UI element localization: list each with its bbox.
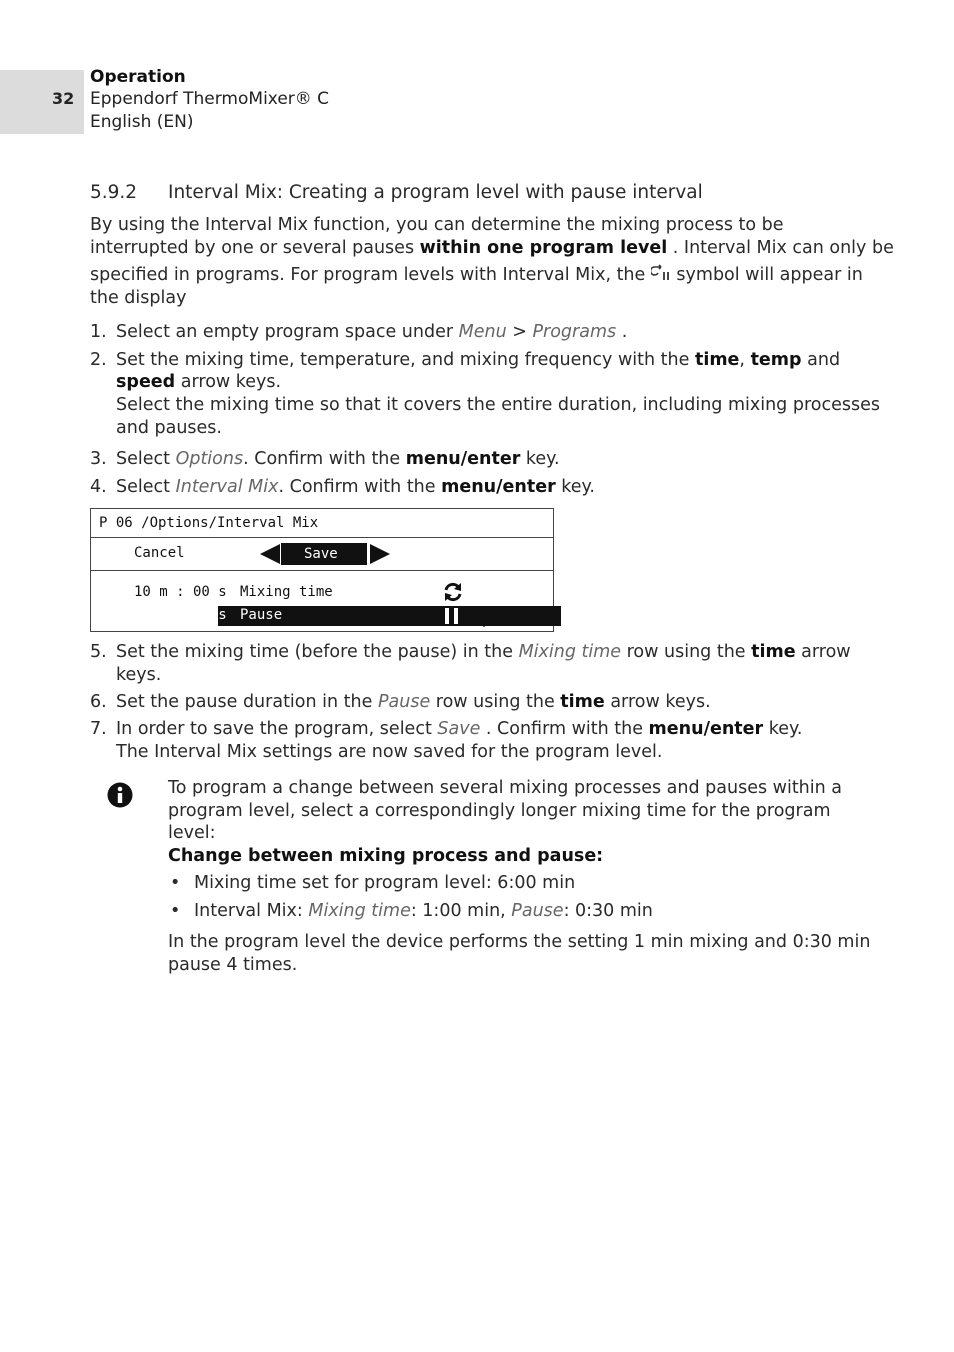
step-5: 5. [90, 642, 107, 662]
step-7-text: In order to save the program, select Save . Confirm with the menu/enter key. [116, 719, 803, 739]
header-product: Eppendorf ThermoMixer® C [90, 89, 330, 109]
arrow-right-icon [370, 544, 390, 568]
intro-line-3: specified in programs. For program levels with Interval Mix, the symbol will appear in [90, 265, 863, 285]
display-row2-label: Pause [240, 607, 283, 623]
section-number: 5.9.2 [90, 182, 138, 203]
intro-line-4: the display [90, 288, 187, 308]
step-2: 2. [90, 350, 107, 370]
bullet-2-marker: • [170, 901, 181, 921]
step-2-text: Set the mixing time, temperature, and mixing frequency with the time, temp and [116, 350, 841, 370]
note-bullet-1: Mixing time set for program level: 6:00 min [194, 873, 576, 893]
step-3: 3. [90, 449, 107, 469]
note-closing-1: In the program level the device performs the setting 1 min mixing and 0:30 min [168, 932, 871, 952]
step-4: 4. [90, 477, 107, 497]
interval-mix-symbol-icon [651, 264, 671, 282]
arrow-left-icon [260, 544, 280, 568]
step-6: 6. [90, 692, 107, 712]
intro-line-2: interrupted by one or several pauses within one program level . Interval Mix can only be [90, 238, 894, 258]
step-2-line-4: and pauses. [116, 418, 222, 438]
step-5-text: Set the mixing time (before the pause) in the Mixing time row using the time arrow [116, 642, 851, 662]
info-icon [107, 782, 133, 812]
pause-icon [444, 608, 460, 628]
page-number: 32 [52, 89, 75, 108]
note-line-2: program level, select a correspondingly longer mixing time for the program [168, 801, 831, 821]
display-row2-time: 01 m : 00 s [134, 607, 227, 623]
note-closing-2: pause 4 times. [168, 955, 298, 975]
step-7: 7. [90, 719, 107, 739]
display-row1-label: Mixing time [240, 584, 333, 600]
note-line-3: level: [168, 823, 216, 843]
interval-mix-icon [442, 581, 464, 607]
bullet-1-marker: • [170, 873, 181, 893]
step-1-text: Select an empty program space under Menu > Programs . [116, 322, 628, 342]
section-title: Interval Mix: Creating a program level with pause interval [168, 182, 703, 203]
step-6-text: Set the pause duration in the Pause row using the time arrow keys. [116, 692, 711, 712]
display-row1-time: 10 m : 00 s [134, 584, 227, 600]
header-language: English (EN) [90, 112, 194, 132]
up-down-arrows-icon [473, 606, 495, 632]
note-bullet-2: Interval Mix: Mixing time: 1:00 min, Pause: 0:30 min [194, 901, 653, 921]
intro-line-1: By using the Interval Mix function, you can determine the mixing process to be [90, 215, 784, 235]
step-1: 1. [90, 322, 107, 342]
note-line-1: To program a change between several mixing processes and pauses within a [168, 778, 843, 798]
display-divider-2 [91, 570, 553, 571]
note-subheading: Change between mixing process and pause: [168, 846, 604, 866]
display-title: P 06 /Options/Interval Mix [99, 515, 319, 531]
step-4-text: Select Interval Mix. Confirm with the menu/enter key. [116, 477, 595, 497]
step-2-line-2: speed arrow keys. [116, 372, 282, 392]
step-5-line-2: keys. [116, 665, 162, 685]
step-3-text: Select Options. Confirm with the menu/enter key. [116, 449, 560, 469]
display-divider-1 [91, 537, 553, 538]
device-display [90, 508, 554, 632]
display-save: Save [304, 546, 338, 562]
header-section: Operation [90, 67, 186, 87]
step-7-line-2: The Interval Mix settings are now saved for the program level. [116, 742, 663, 762]
step-2-line-3: Select the mixing time so that it covers the entire duration, including mixing processes [116, 395, 880, 415]
display-cancel: Cancel [134, 545, 185, 561]
